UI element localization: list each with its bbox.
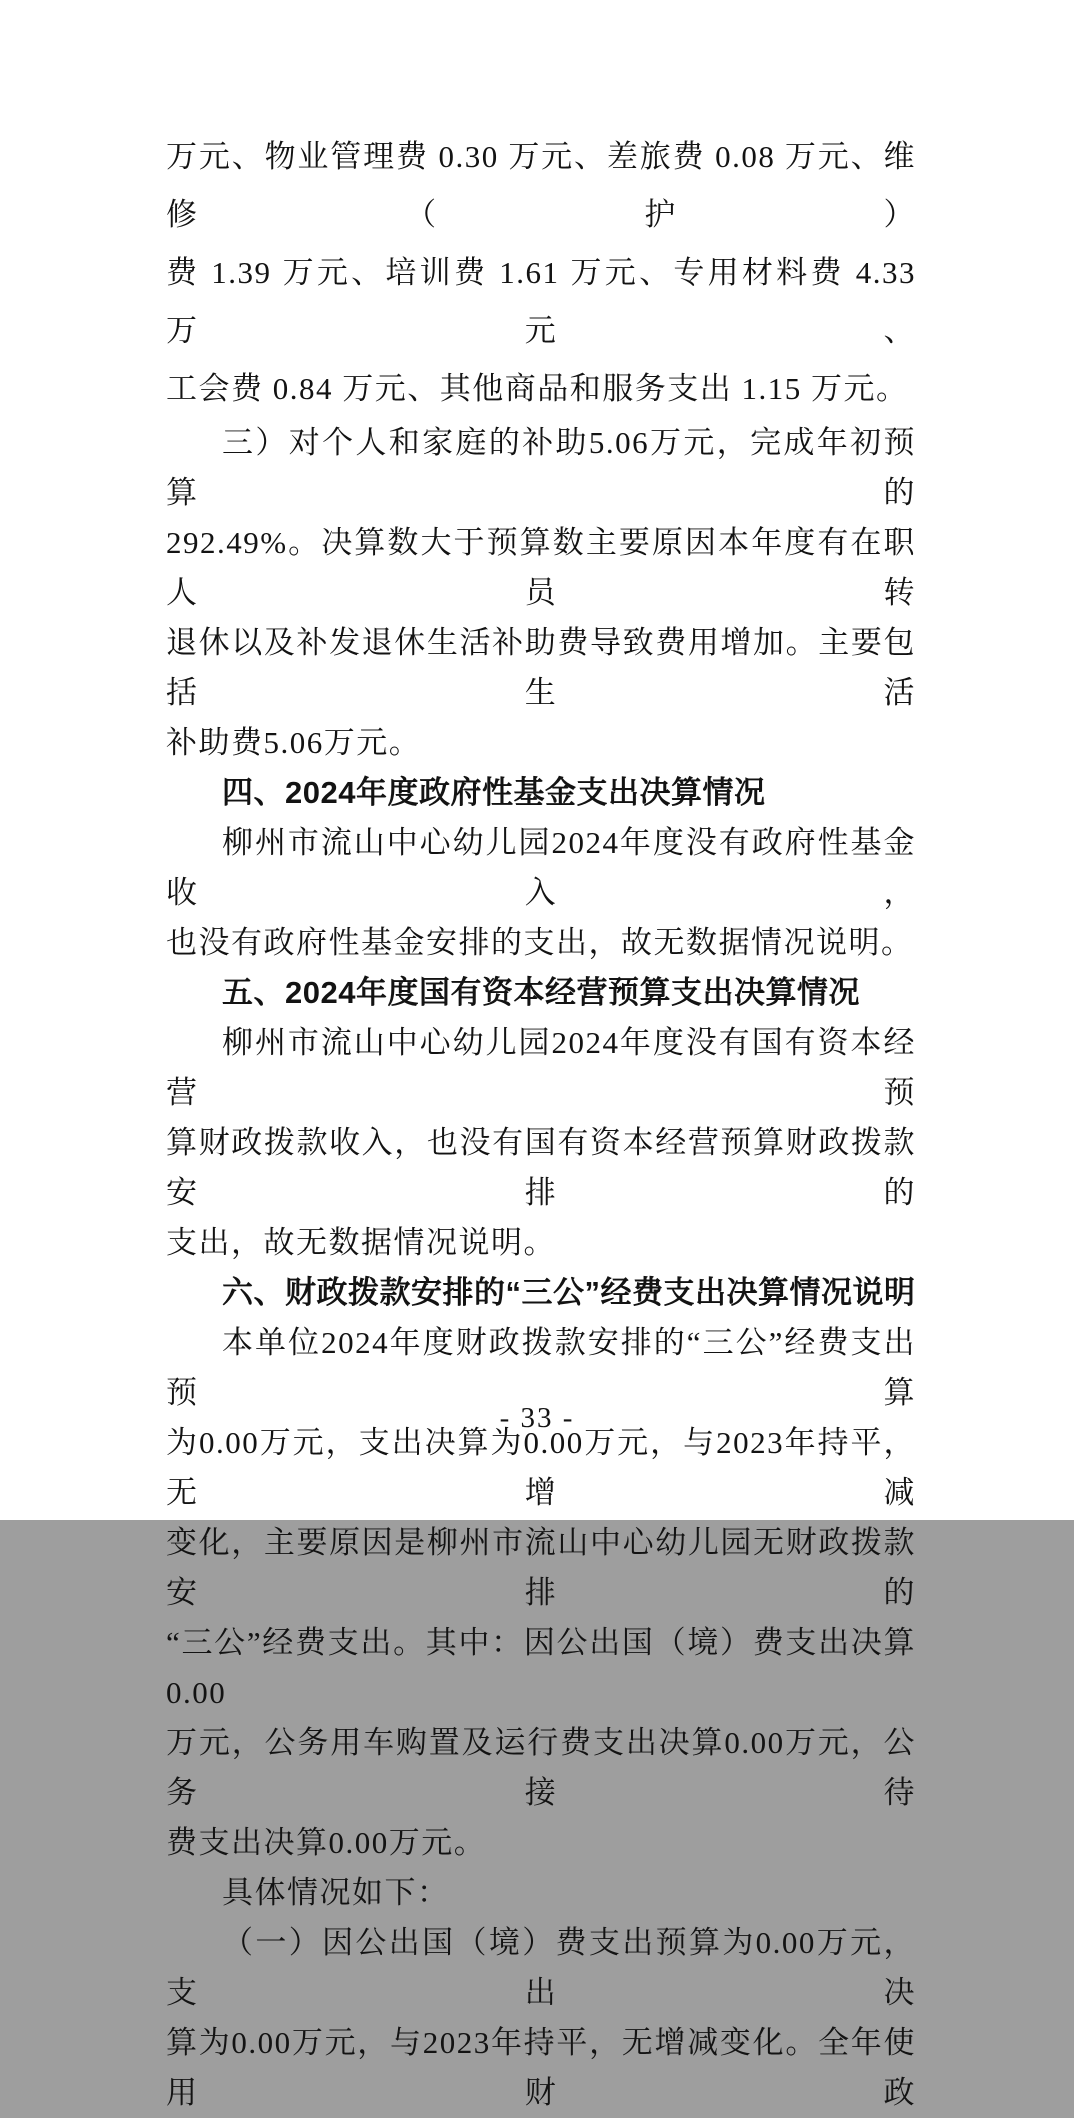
- text-line: 柳州市流山中心幼儿园2024年度没有国有资本经营预: [166, 1025, 916, 1110]
- text-line: 补助费5.06万元。: [166, 725, 422, 760]
- heading-line: 四、2024年度政府性基金支出决算情况: [222, 775, 766, 810]
- text-line: 具体情况如下：: [222, 1875, 450, 1910]
- paragraph: [166, 418, 916, 768]
- heading-line: 五、2024年度国有资本经营预算支出决算情况: [222, 975, 860, 1010]
- text-line: （一）因公出国（境）费支出预算为0.00万元，支出决: [166, 1925, 916, 2010]
- text-line: 费支出决算0.00万元。: [166, 1825, 487, 1860]
- text-line: 万元、物业管理费 0.30 万元、差旅费 0.08 万元、维修（护）: [166, 139, 916, 232]
- text-line: 变化，主要原因是柳州市流山中心幼儿园无财政拨款安排的: [166, 1525, 916, 1610]
- text-line: “三公”经费支出。其中：因公出国（境）费支出决算0.00: [166, 1625, 916, 1710]
- page-number: - 33 -: [499, 1402, 575, 1434]
- text-line: 算为0.00万元，与2023年持平，无增减变化。全年使用财政: [166, 2025, 916, 2110]
- text-line: 柳州市流山中心幼儿园2024年度没有政府性基金收入，: [166, 825, 916, 910]
- text-line: 退休以及补发退休生活补助费导致费用增加。主要包括生活: [166, 625, 916, 710]
- document-body: [166, 128, 916, 2118]
- text-line: 费 1.39 万元、培训费 1.61 万元、专用材料费 4.33 万元、: [166, 255, 916, 348]
- text-line: 为0.00万元，支出决算为0.00万元，与2023年持平，无增减: [166, 1425, 916, 1510]
- text-line: 算财政拨款收入，也没有国有资本经营预算财政拨款安排的: [166, 1125, 916, 1210]
- paragraph: [166, 1868, 916, 1918]
- paragraph: [166, 818, 916, 968]
- page-footer: [0, 1402, 1074, 1435]
- text-line: 也没有政府性基金安排的支出，故无数据情况说明。: [166, 925, 914, 960]
- section-heading: [166, 1268, 916, 1318]
- text-line: 支出，故无数据情况说明。: [166, 1225, 556, 1260]
- heading-line: 六、财政拨款安排的“三公”经费支出决算情况说明: [222, 1275, 916, 1310]
- paragraph: [166, 128, 916, 418]
- paragraph: [166, 1018, 916, 1268]
- section-heading: [166, 968, 916, 1018]
- text-line: 本单位2024年度财政拨款安排的“三公”经费支出预算: [166, 1325, 916, 1410]
- paragraph: [166, 1318, 916, 1868]
- text-line: 292.49%。决算数大于预算数主要原因本年度有在职人员转: [166, 525, 916, 610]
- text-line: 工会费 0.84 万元、其他商品和服务支出 1.15 万元。: [166, 371, 909, 406]
- text-line: 万元，公务用车购置及运行费支出决算0.00万元，公务接待: [166, 1725, 916, 1810]
- text-line: 三）对个人和家庭的补助5.06万元，完成年初预算的: [166, 425, 916, 510]
- section-heading: [166, 768, 916, 818]
- paragraph: [166, 1918, 916, 2118]
